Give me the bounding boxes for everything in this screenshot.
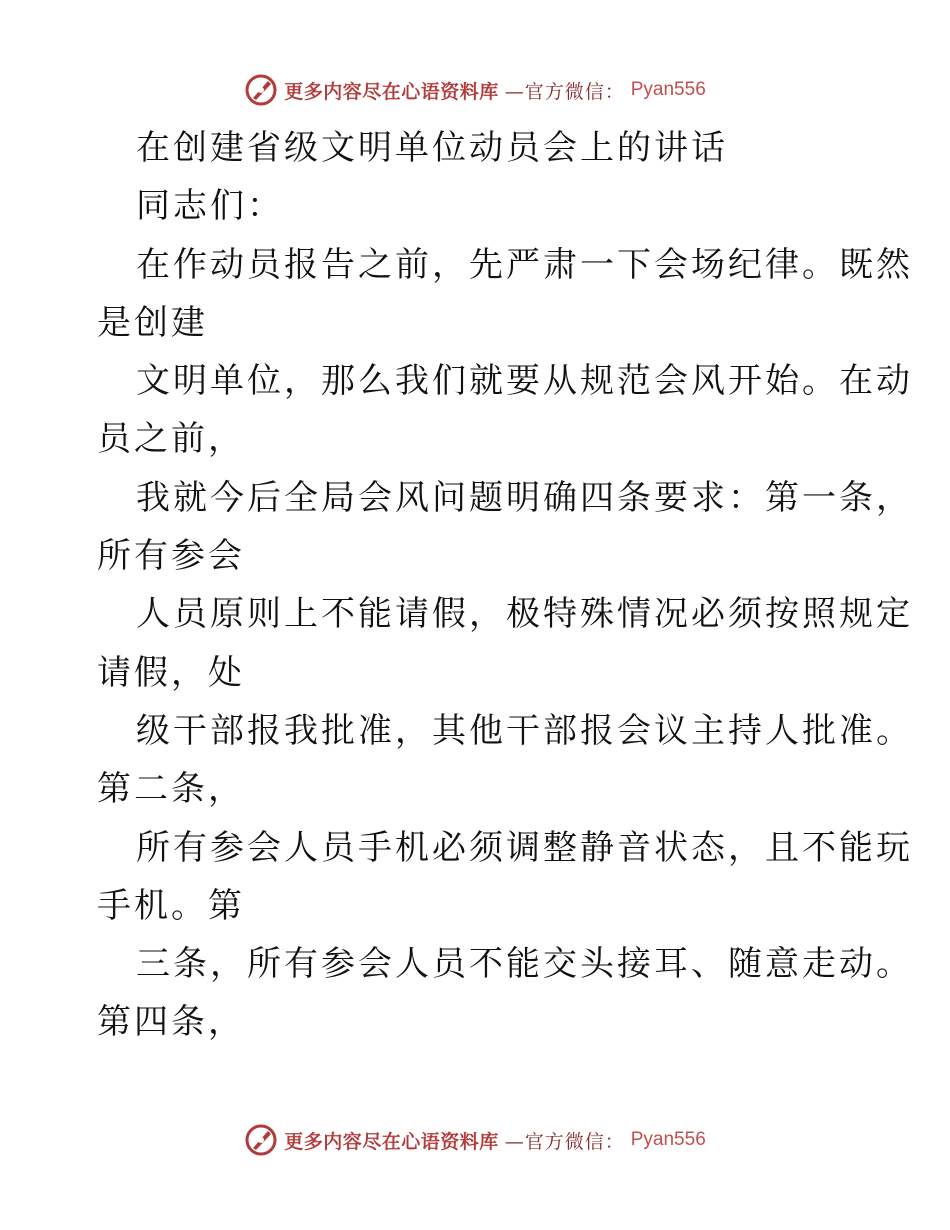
footer-watermark-banner xyxy=(0,1120,950,1160)
paragraph-line: 三条，所有参会人员不能交头接耳、随意走动。 xyxy=(136,944,913,985)
banner-main-text: 更多内容尽在心语资料库 xyxy=(284,80,499,103)
banner-main-text: 更多内容尽在心语资料库 xyxy=(284,1130,499,1153)
paragraph-line: 员之前， xyxy=(97,419,245,460)
paragraph-line: 人员原则上不能请假，极特殊情况必须按照规定 xyxy=(136,594,913,635)
paragraph-line: 是创建 xyxy=(97,302,208,343)
banner-dash-text: —官方微信： xyxy=(504,1130,625,1153)
quill-logo-icon xyxy=(244,1123,278,1157)
banner-wechat-id: Pyan556 xyxy=(630,1129,706,1150)
header-watermark-banner xyxy=(0,70,950,110)
paragraph-line: 第二条， xyxy=(97,769,245,810)
document-body xyxy=(0,119,950,1052)
quill-logo-icon xyxy=(244,73,278,107)
banner-wechat-id: Pyan556 xyxy=(630,79,706,100)
paragraph-line: 请假，处 xyxy=(97,652,245,693)
paragraph-line: 在作动员报告之前，先严肃一下会场纪律。既然 xyxy=(136,244,913,285)
salutation: 同志们： xyxy=(136,186,284,227)
paragraph-line: 所有参会人员手机必须调整静音状态，且不能玩 xyxy=(136,827,913,868)
paragraph-line: 文明单位，那么我们就要从规范会风开始。在动 xyxy=(136,361,913,402)
paragraph-line: 我就今后全局会风问题明确四条要求：第一条， xyxy=(136,477,913,518)
paragraph-line: 第四条， xyxy=(97,1002,245,1043)
paragraph-line: 所有参会 xyxy=(97,536,245,577)
banner-dash-text: —官方微信： xyxy=(504,80,625,103)
paragraph-line: 手机。第 xyxy=(97,885,245,926)
paragraph-line: 级干部报我批准，其他干部报会议主持人批准。 xyxy=(136,710,913,751)
document-title: 在创建省级文明单位动员会上的讲话 xyxy=(136,128,728,168)
